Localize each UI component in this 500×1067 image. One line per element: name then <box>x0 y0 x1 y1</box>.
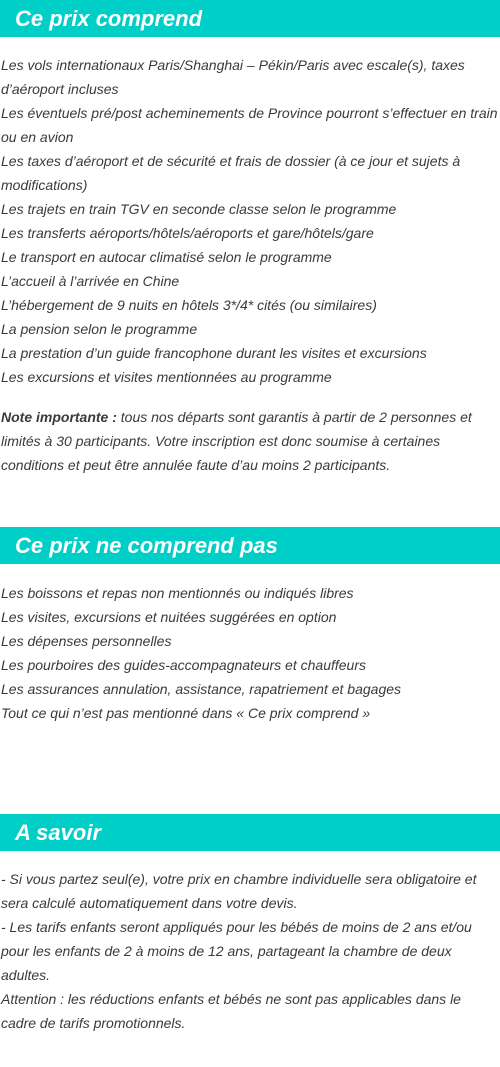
list-item: Les pourboires des guides-accompagnateurs et chauffeurs <box>1 657 366 673</box>
list-item: Le transport en autocar climatisé selon le programme <box>1 249 332 265</box>
list-item: Les transferts aéroports/hôtels/aéroports et gare/hôtels/gare <box>1 225 374 241</box>
list-item: Tout ce qui n’est pas mentionné dans « Ce prix comprend » <box>1 705 371 721</box>
paragraph: Attention : les réductions enfants et bébés ne sont pas applicables dans le cadre de tarifs promotionnels. <box>1 991 461 1031</box>
list-item: La pension selon le programme <box>1 321 198 337</box>
list-item: L’hébergement de 9 nuits en hôtels 3*/4* cités (ou similaires) <box>1 297 377 313</box>
list-item: Les visites, excursions et nuitées suggérées en option <box>1 609 337 625</box>
not-included-list <box>1 581 498 725</box>
section-not-included <box>0 527 500 725</box>
list-item: Les éventuels pré/post acheminements de Province pourront s’effectuer en train ou en avion <box>1 105 498 145</box>
note-label: Note importante : <box>1 409 117 425</box>
list-item: Les trajets en train TGV en seconde classe selon le programme <box>1 201 397 217</box>
section-content-good-to-know <box>0 851 500 1035</box>
section-title-not-included: Ce prix ne comprend pas <box>0 527 500 564</box>
list-item: L’accueil à l’arrivée en Chine <box>1 273 180 289</box>
section-included <box>0 0 500 477</box>
section-content-included <box>0 37 500 477</box>
section-content-not-included <box>0 564 500 725</box>
list-item: Les dépenses personnelles <box>1 633 172 649</box>
section-title-included: Ce prix comprend <box>0 0 500 37</box>
note-text: tous nos départs sont garantis à partir de 2 personnes et limités à 30 participants. Votre inscription est donc soumise à certaines conditions et peut être annulée faute d’au moins 2 participants. <box>1 409 472 473</box>
list-item: Les boissons et repas non mentionnés ou indiqués libres <box>1 585 354 601</box>
list-item: Les excursions et visites mentionnées au programme <box>1 369 332 385</box>
list-item: La prestation d’un guide francophone durant les visites et excursions <box>1 345 427 361</box>
paragraph: - Si vous partez seul(e), votre prix en chambre individuelle sera obligatoire et sera calculé automatiquement dans votre devis. <box>1 871 477 911</box>
list-item: Les vols internationaux Paris/Shanghai – Pékin/Paris avec escale(s), taxes d’aéroport incluses <box>1 57 465 97</box>
list-item: Les taxes d’aéroport et de sécurité et frais de dossier (à ce jour et sujets à modifications) <box>1 153 461 193</box>
section-title-good-to-know: A savoir <box>0 814 500 851</box>
section-good-to-know <box>0 814 500 1035</box>
important-note <box>1 405 498 477</box>
paragraph: - Les tarifs enfants seront appliqués pour les bébés de moins de 2 ans et/ou pour les enfants de 2 à moins de 12 ans, partageant la chambre de deux adultes. <box>1 919 472 983</box>
list-item: Les assurances annulation, assistance, rapatriement et bagages <box>1 681 402 697</box>
included-list <box>1 53 498 389</box>
